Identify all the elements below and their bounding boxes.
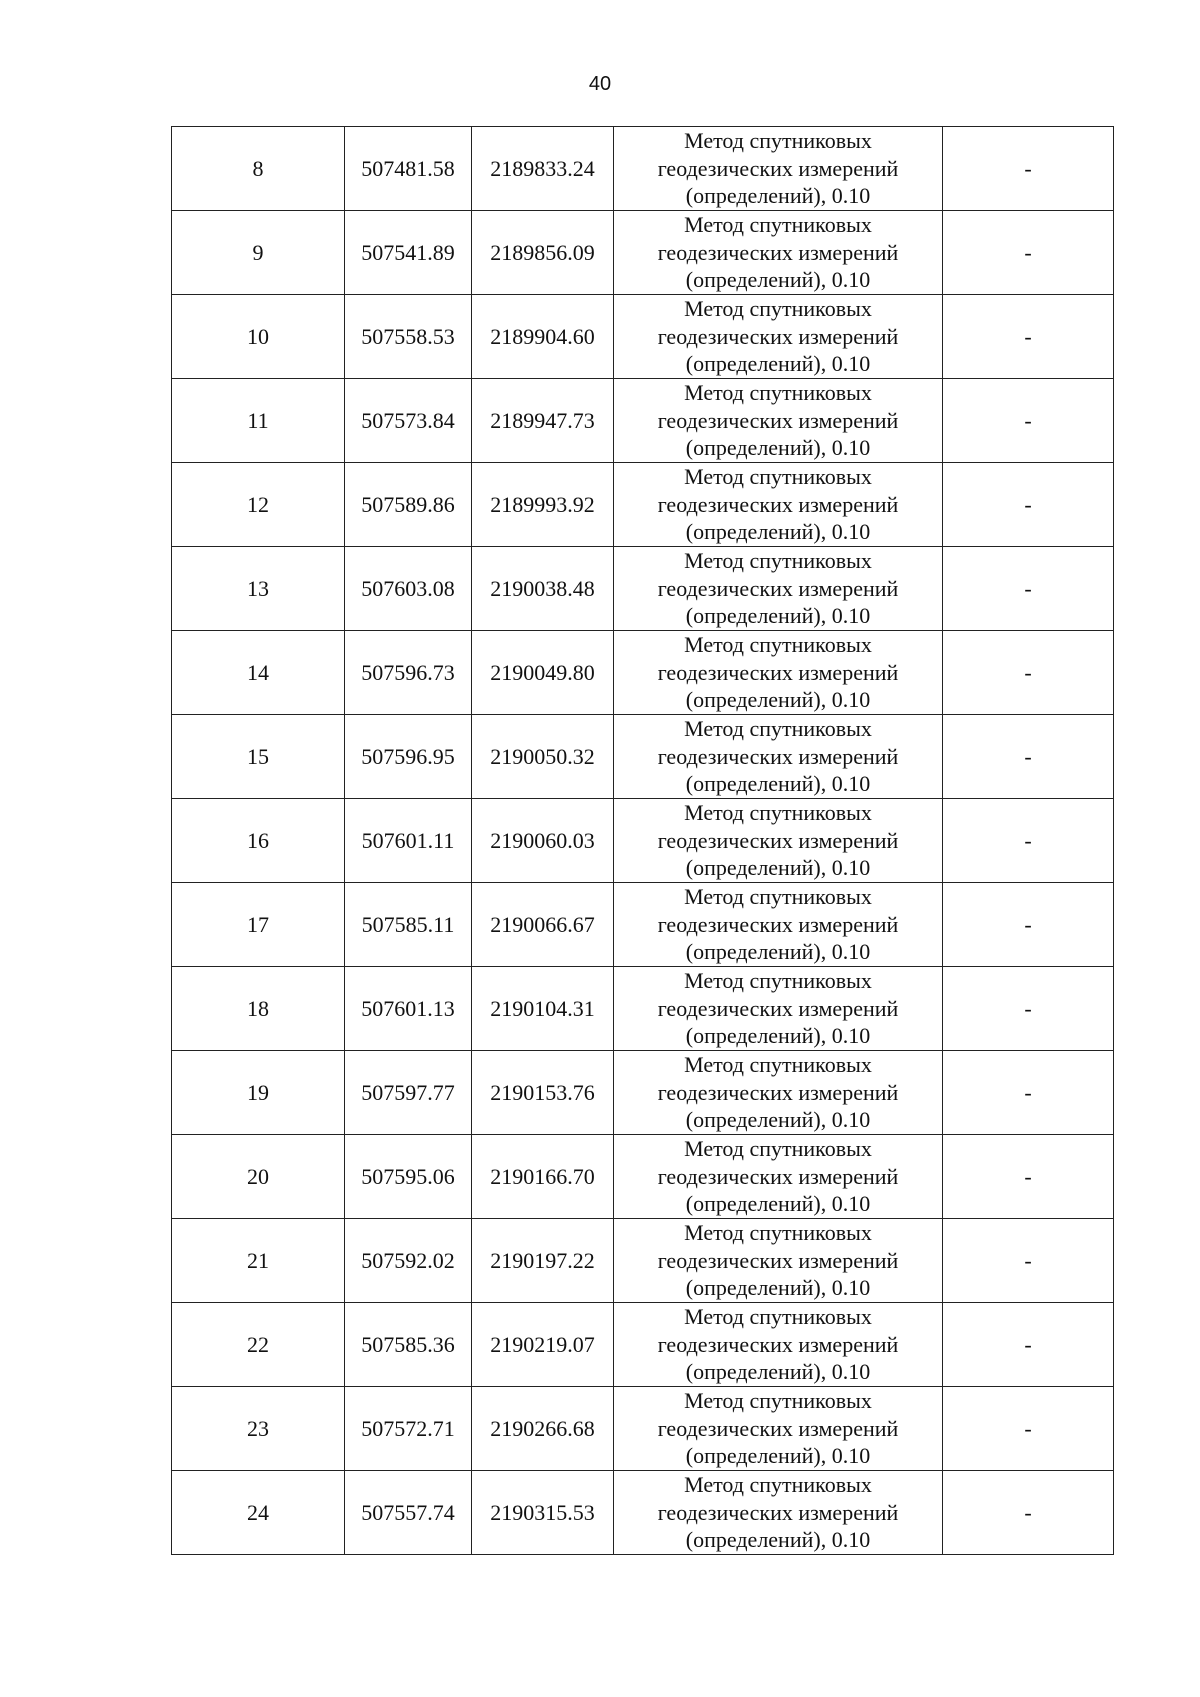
method-cell xyxy=(614,295,943,379)
method-cell xyxy=(614,631,943,715)
method-cell xyxy=(614,715,943,799)
method-text-line: (определений), 0.10 xyxy=(685,183,871,209)
method-text-line: Метод спутниковых xyxy=(684,1472,872,1498)
point-number-cell: 16 xyxy=(172,799,345,883)
method-text-line: геодезических измерений xyxy=(657,743,899,769)
method-cell xyxy=(614,463,943,547)
description-cell: - xyxy=(943,295,1114,379)
y-coordinate-cell: 2189904.60 xyxy=(472,295,614,379)
page-number: 40 xyxy=(588,73,612,95)
method-text-line: Метод спутниковых xyxy=(684,548,872,574)
method-text-line: геодезических измерений xyxy=(657,323,899,349)
point-number-cell: 22 xyxy=(172,1303,345,1387)
x-coordinate-cell: 507596.73 xyxy=(345,631,472,715)
method-text-line: геодезических измерений xyxy=(657,155,899,181)
description-cell: - xyxy=(943,1219,1114,1303)
y-coordinate-cell: 2190104.31 xyxy=(472,967,614,1051)
table-row xyxy=(172,715,1114,799)
method-text-line: геодезических измерений xyxy=(657,1247,899,1273)
x-coordinate-cell: 507592.02 xyxy=(345,1219,472,1303)
method-text-line: (определений), 0.10 xyxy=(685,1443,871,1469)
description-cell: - xyxy=(943,379,1114,463)
method-text-line: (определений), 0.10 xyxy=(685,603,871,629)
point-number-cell: 24 xyxy=(172,1471,345,1555)
method-cell xyxy=(614,1387,943,1471)
description-cell: - xyxy=(943,1387,1114,1471)
point-number-cell: 18 xyxy=(172,967,345,1051)
method-cell xyxy=(614,127,943,211)
method-text-line: (определений), 0.10 xyxy=(685,351,871,377)
method-cell xyxy=(614,1051,943,1135)
y-coordinate-cell: 2190219.07 xyxy=(472,1303,614,1387)
x-coordinate-cell: 507589.86 xyxy=(345,463,472,547)
y-coordinate-cell: 2190166.70 xyxy=(472,1135,614,1219)
method-text-line: (определений), 0.10 xyxy=(685,687,871,713)
y-coordinate-cell: 2189856.09 xyxy=(472,211,614,295)
method-text-line: Метод спутниковых xyxy=(684,380,872,406)
method-text-line: Метод спутниковых xyxy=(684,1304,872,1330)
table-row xyxy=(172,463,1114,547)
description-cell: - xyxy=(943,211,1114,295)
x-coordinate-cell: 507601.11 xyxy=(345,799,472,883)
y-coordinate-cell: 2190315.53 xyxy=(472,1471,614,1555)
method-cell xyxy=(614,547,943,631)
method-text-line: (определений), 0.10 xyxy=(685,1023,871,1049)
method-text-line: геодезических измерений xyxy=(657,239,899,265)
method-text-line: геодезических измерений xyxy=(657,575,899,601)
method-text-line: Метод спутниковых xyxy=(684,128,872,154)
x-coordinate-cell: 507557.74 xyxy=(345,1471,472,1555)
table-row xyxy=(172,295,1114,379)
table-row xyxy=(172,379,1114,463)
y-coordinate-cell: 2189833.24 xyxy=(472,127,614,211)
method-text-line: геодезических измерений xyxy=(657,1163,899,1189)
point-number-cell: 9 xyxy=(172,211,345,295)
method-text-line: (определений), 0.10 xyxy=(685,1527,871,1553)
method-text-line: геодезических измерений xyxy=(657,1331,899,1357)
method-text-line: Метод спутниковых xyxy=(684,1220,872,1246)
y-coordinate-cell: 2190066.67 xyxy=(472,883,614,967)
x-coordinate-cell: 507573.84 xyxy=(345,379,472,463)
point-number-cell: 21 xyxy=(172,1219,345,1303)
point-number-cell: 14 xyxy=(172,631,345,715)
y-coordinate-cell: 2189993.92 xyxy=(472,463,614,547)
method-text-line: Метод спутниковых xyxy=(684,884,872,910)
point-number-cell: 10 xyxy=(172,295,345,379)
method-text-line: Метод спутниковых xyxy=(684,212,872,238)
point-number-cell: 11 xyxy=(172,379,345,463)
method-text-line: Метод спутниковых xyxy=(684,800,872,826)
method-text-line: (определений), 0.10 xyxy=(685,267,871,293)
description-cell: - xyxy=(943,1471,1114,1555)
method-text-line: (определений), 0.10 xyxy=(685,855,871,881)
x-coordinate-cell: 507597.77 xyxy=(345,1051,472,1135)
x-coordinate-cell: 507596.95 xyxy=(345,715,472,799)
table-row xyxy=(172,883,1114,967)
point-number-cell: 15 xyxy=(172,715,345,799)
method-text-line: геодезических измерений xyxy=(657,1415,899,1441)
method-text-line: Метод спутниковых xyxy=(684,716,872,742)
description-cell: - xyxy=(943,715,1114,799)
y-coordinate-cell: 2190038.48 xyxy=(472,547,614,631)
point-number-cell: 19 xyxy=(172,1051,345,1135)
y-coordinate-cell: 2189947.73 xyxy=(472,379,614,463)
table-row xyxy=(172,631,1114,715)
method-text-line: Метод спутниковых xyxy=(684,968,872,994)
description-cell: - xyxy=(943,883,1114,967)
y-coordinate-cell: 2190197.22 xyxy=(472,1219,614,1303)
method-cell xyxy=(614,379,943,463)
description-cell: - xyxy=(943,1303,1114,1387)
method-text-line: (определений), 0.10 xyxy=(685,1191,871,1217)
table-row xyxy=(172,1219,1114,1303)
method-cell xyxy=(614,883,943,967)
method-text-line: геодезических измерений xyxy=(657,659,899,685)
table-row xyxy=(172,1471,1114,1555)
table-row xyxy=(172,799,1114,883)
point-number-cell: 8 xyxy=(172,127,345,211)
description-cell: - xyxy=(943,967,1114,1051)
method-text-line: Метод спутниковых xyxy=(684,296,872,322)
table-row xyxy=(172,1387,1114,1471)
table-row xyxy=(172,211,1114,295)
description-cell: - xyxy=(943,127,1114,211)
table-row xyxy=(172,1051,1114,1135)
y-coordinate-cell: 2190060.03 xyxy=(472,799,614,883)
method-text-line: (определений), 0.10 xyxy=(685,939,871,965)
x-coordinate-cell: 507603.08 xyxy=(345,547,472,631)
method-text-line: (определений), 0.10 xyxy=(685,435,871,461)
x-coordinate-cell: 507601.13 xyxy=(345,967,472,1051)
method-cell xyxy=(614,967,943,1051)
method-text-line: (определений), 0.10 xyxy=(685,1359,871,1385)
x-coordinate-cell: 507585.11 xyxy=(345,883,472,967)
point-number-cell: 23 xyxy=(172,1387,345,1471)
table-row xyxy=(172,1135,1114,1219)
description-cell: - xyxy=(943,631,1114,715)
description-cell: - xyxy=(943,799,1114,883)
x-coordinate-cell: 507585.36 xyxy=(345,1303,472,1387)
method-text-line: Метод спутниковых xyxy=(684,1388,872,1414)
y-coordinate-cell: 2190050.32 xyxy=(472,715,614,799)
description-cell: - xyxy=(943,1135,1114,1219)
y-coordinate-cell: 2190049.80 xyxy=(472,631,614,715)
method-text-line: геодезических измерений xyxy=(657,1079,899,1105)
method-text-line: Метод спутниковых xyxy=(684,1052,872,1078)
table-row xyxy=(172,547,1114,631)
method-text-line: Метод спутниковых xyxy=(684,632,872,658)
method-cell xyxy=(614,1219,943,1303)
method-cell xyxy=(614,1303,943,1387)
x-coordinate-cell: 507541.89 xyxy=(345,211,472,295)
x-coordinate-cell: 507572.71 xyxy=(345,1387,472,1471)
point-number-cell: 17 xyxy=(172,883,345,967)
method-cell xyxy=(614,1135,943,1219)
coordinates-table-body xyxy=(172,127,1114,1555)
method-text-line: геодезических измерений xyxy=(657,1499,899,1525)
point-number-cell: 20 xyxy=(172,1135,345,1219)
method-text-line: геодезических измерений xyxy=(657,995,899,1021)
table-row xyxy=(172,1303,1114,1387)
method-text-line: (определений), 0.10 xyxy=(685,519,871,545)
method-text-line: (определений), 0.10 xyxy=(685,1107,871,1133)
method-text-line: геодезических измерений xyxy=(657,491,899,517)
method-text-line: Метод спутниковых xyxy=(684,1136,872,1162)
method-text-line: геодезических измерений xyxy=(657,827,899,853)
method-text-line: (определений), 0.10 xyxy=(685,1275,871,1301)
method-cell xyxy=(614,211,943,295)
method-text-line: Метод спутниковых xyxy=(684,464,872,490)
method-cell xyxy=(614,1471,943,1555)
point-number-cell: 13 xyxy=(172,547,345,631)
description-cell: - xyxy=(943,463,1114,547)
x-coordinate-cell: 507558.53 xyxy=(345,295,472,379)
method-text-line: геодезических измерений xyxy=(657,911,899,937)
x-coordinate-cell: 507481.58 xyxy=(345,127,472,211)
method-text-line: геодезических измерений xyxy=(657,407,899,433)
method-cell xyxy=(614,799,943,883)
description-cell: - xyxy=(943,547,1114,631)
x-coordinate-cell: 507595.06 xyxy=(345,1135,472,1219)
coordinates-table xyxy=(171,126,1114,1555)
point-number-cell: 12 xyxy=(172,463,345,547)
table-row xyxy=(172,127,1114,211)
y-coordinate-cell: 2190266.68 xyxy=(472,1387,614,1471)
description-cell: - xyxy=(943,1051,1114,1135)
y-coordinate-cell: 2190153.76 xyxy=(472,1051,614,1135)
table-row xyxy=(172,967,1114,1051)
method-text-line: (определений), 0.10 xyxy=(685,771,871,797)
